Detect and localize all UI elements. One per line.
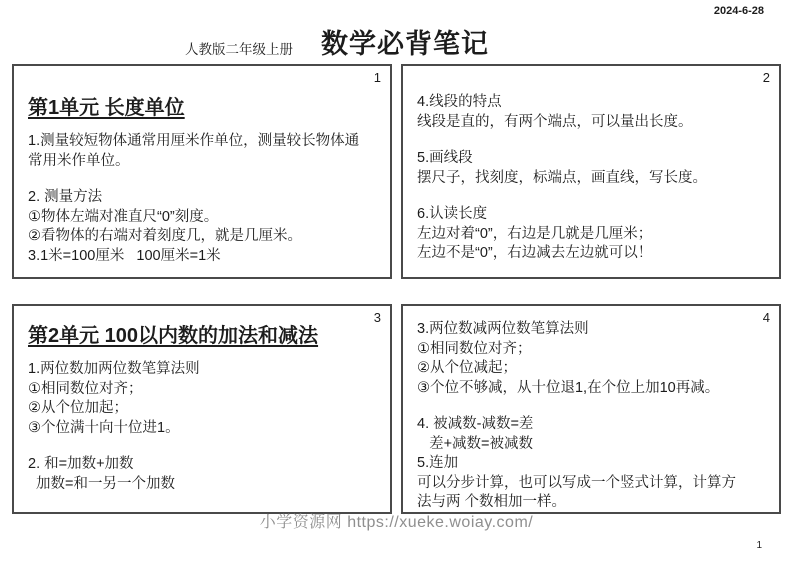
text-line: ③个位满十向十位进1。 bbox=[28, 419, 180, 436]
text-line: ②从个位加起； bbox=[28, 400, 128, 416]
box-number: 1 bbox=[373, 70, 381, 85]
section-heading-unit1: 第1单元 长度单位 bbox=[28, 97, 185, 119]
text-line: 可以分步计算，也可以写成一个竖式计算，计算方 bbox=[417, 474, 736, 491]
text-line: 加数=和一另一个加数 bbox=[28, 475, 176, 492]
note-box-1 bbox=[12, 64, 392, 279]
text-line: 3.1米=100厘米 100厘米=1米 bbox=[28, 247, 221, 264]
text-line: 5.画线段 bbox=[417, 150, 473, 166]
box-4-content bbox=[417, 320, 765, 513]
box-number: 3 bbox=[373, 310, 381, 325]
text-line: 线段是直的，有两个端点，可以量出长度。 bbox=[417, 113, 693, 130]
box-2-content bbox=[417, 93, 765, 264]
text-line: 2. 和=加数+加数 bbox=[28, 456, 134, 472]
text-line: 5.连加 bbox=[417, 455, 459, 471]
text-line: 左边不是“0”，右边减去左边就可以！ bbox=[417, 245, 653, 261]
note-box-4 bbox=[401, 304, 781, 514]
box-3-content bbox=[28, 360, 376, 494]
note-box-3 bbox=[12, 304, 392, 514]
text-line: 6.认读长度 bbox=[417, 206, 488, 222]
text-line bbox=[28, 171, 376, 188]
section-heading-unit2: 第2单元 100以内数的加法和减法 bbox=[28, 325, 319, 347]
text-line: 常用米作单位。 bbox=[28, 152, 130, 169]
edition-label: 人教版二年级上册 bbox=[185, 42, 293, 57]
text-line: ①相同数位对齐； bbox=[28, 380, 143, 397]
text-line: ②从个位减起； bbox=[417, 360, 517, 376]
text-line: 4. 被减数-减数=差 bbox=[417, 416, 534, 432]
note-box-2 bbox=[401, 64, 781, 279]
text-line: ②看物体的右端对着刻度几，就是几厘米。 bbox=[28, 228, 302, 244]
box-number: 4 bbox=[762, 310, 770, 325]
text-line: 1.测量较短物体通常用厘米作单位，测量较长物体通 bbox=[28, 133, 360, 149]
text-line: 1.两位数加两位数笔算法则 bbox=[28, 361, 200, 377]
text-line: 4.线段的特点 bbox=[417, 94, 502, 110]
text-line bbox=[417, 132, 765, 149]
watermark-link[interactable]: 小学资源网 https://xueke.woiay.com/ bbox=[259, 514, 534, 531]
box-1-content bbox=[28, 132, 376, 266]
text-line: 左边对着“0”，右边是几就是几厘米； bbox=[417, 225, 653, 242]
text-line: ③个位不够减，从十位退1,在个位上加10再减。 bbox=[417, 379, 720, 396]
page-title: 数学必背笔记 bbox=[321, 29, 489, 59]
text-line: ①物体左端对准直尺“0”刻度。 bbox=[28, 208, 219, 225]
text-line: 差+减数=被减数 bbox=[417, 435, 534, 452]
text-line bbox=[417, 188, 765, 205]
text-line bbox=[28, 438, 376, 455]
text-line: 3.两位数减两位数笔算法则 bbox=[417, 321, 589, 337]
text-line: ①相同数位对齐； bbox=[417, 340, 532, 357]
text-line: 2. 测量方法 bbox=[28, 189, 103, 205]
text-line: 摆尺子，找刻度，标端点，画直线，写长度。 bbox=[417, 169, 707, 186]
text-line bbox=[417, 398, 765, 415]
page-number: 1 bbox=[756, 540, 762, 551]
text-line: 法与两 个数相加一样。 bbox=[417, 494, 567, 510]
box-number: 2 bbox=[762, 70, 770, 85]
date-label: 2024-6-28 bbox=[713, 5, 764, 17]
